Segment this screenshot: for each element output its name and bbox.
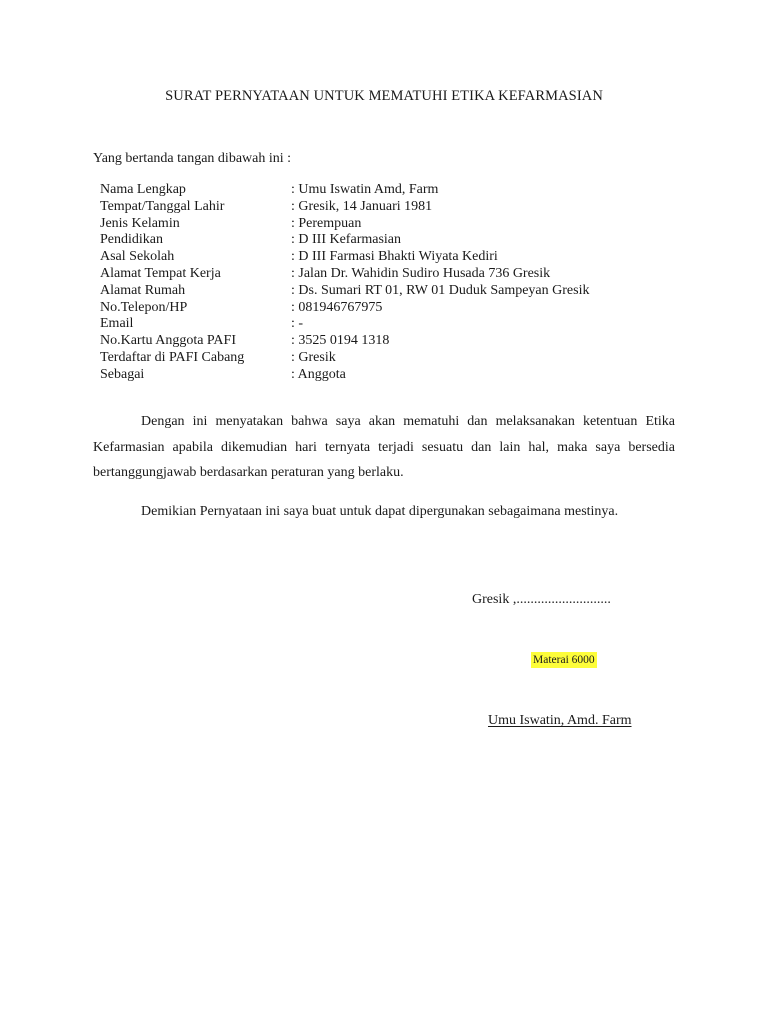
field-label: Nama Lengkap bbox=[100, 182, 186, 197]
field-value: : 081946767975 bbox=[291, 300, 382, 317]
field-value: : Gresik bbox=[291, 350, 336, 367]
field-row bbox=[100, 182, 589, 199]
intro-text: Yang bertanda tangan dibawah ini : bbox=[93, 151, 292, 166]
field-value: : Anggota bbox=[291, 367, 346, 384]
field-value: : Gresik, 14 Januari 1981 bbox=[291, 199, 432, 216]
field-row bbox=[100, 283, 589, 300]
field-row bbox=[100, 232, 589, 249]
field-value: : Ds. Sumari RT 01, RW 01 Duduk Sampeyan Gresik bbox=[291, 283, 589, 300]
place-date-line: Gresik ,........................... bbox=[472, 592, 611, 607]
field-label: Jenis Kelamin bbox=[100, 215, 180, 231]
field-label: No.Kartu Anggota PAFI bbox=[100, 333, 236, 349]
field-label: Asal Sekolah bbox=[100, 249, 175, 265]
field-value: : D III Farmasi Bhakti Wiyata Kediri bbox=[291, 249, 498, 266]
field-row bbox=[100, 333, 589, 350]
field-row bbox=[100, 216, 589, 233]
field-value: : D III Kefarmasian bbox=[291, 232, 401, 249]
field-row bbox=[100, 316, 589, 333]
field-row bbox=[100, 350, 589, 367]
statement-paragraph: Dengan ini menyatakan bahwa saya akan mematuhi dan melaksanakan ketentuan Etika Kefarmasian apabila dikemudian hari ternyata terjadi sesuatu dan lain hal, maka saya bersedia bertanggungjawab berdasarkan peraturan yang berlaku. bbox=[93, 414, 675, 480]
field-row bbox=[100, 367, 589, 384]
field-row bbox=[100, 266, 589, 283]
field-label: Terdaftar di PAFI Cabang bbox=[100, 349, 245, 365]
field-label: Alamat Rumah bbox=[100, 282, 186, 298]
field-label: Pendidikan bbox=[100, 232, 163, 248]
document-title: SURAT PERNYATAAN UNTUK MEMATUHI ETIKA KEFARMASIAN bbox=[165, 88, 603, 104]
field-row bbox=[100, 199, 589, 216]
materai-stamp-label: Materai 6000 bbox=[533, 654, 595, 666]
field-label: No.Telepon/HP bbox=[100, 299, 188, 315]
field-row bbox=[100, 300, 589, 317]
field-label: Email bbox=[100, 316, 134, 332]
identity-fields bbox=[100, 182, 589, 384]
field-value: : 3525 0194 1318 bbox=[291, 333, 389, 350]
closing-paragraph: Demikian Pernyataan ini saya buat untuk dapat dipergunakan sebagaimana mestinya. bbox=[141, 504, 619, 519]
field-row bbox=[100, 249, 589, 266]
field-label: Sebagai bbox=[100, 366, 145, 382]
signer-name: Umu Iswatin, Amd. Farm bbox=[488, 713, 632, 728]
field-value: : Umu Iswatin Amd, Farm bbox=[291, 182, 438, 199]
field-label: Tempat/Tanggal Lahir bbox=[100, 198, 225, 214]
field-value: : Jalan Dr. Wahidin Sudiro Husada 736 Gresik bbox=[291, 266, 550, 283]
field-value: : - bbox=[291, 316, 303, 333]
field-label: Alamat Tempat Kerja bbox=[100, 265, 221, 281]
field-value: : Perempuan bbox=[291, 216, 361, 233]
